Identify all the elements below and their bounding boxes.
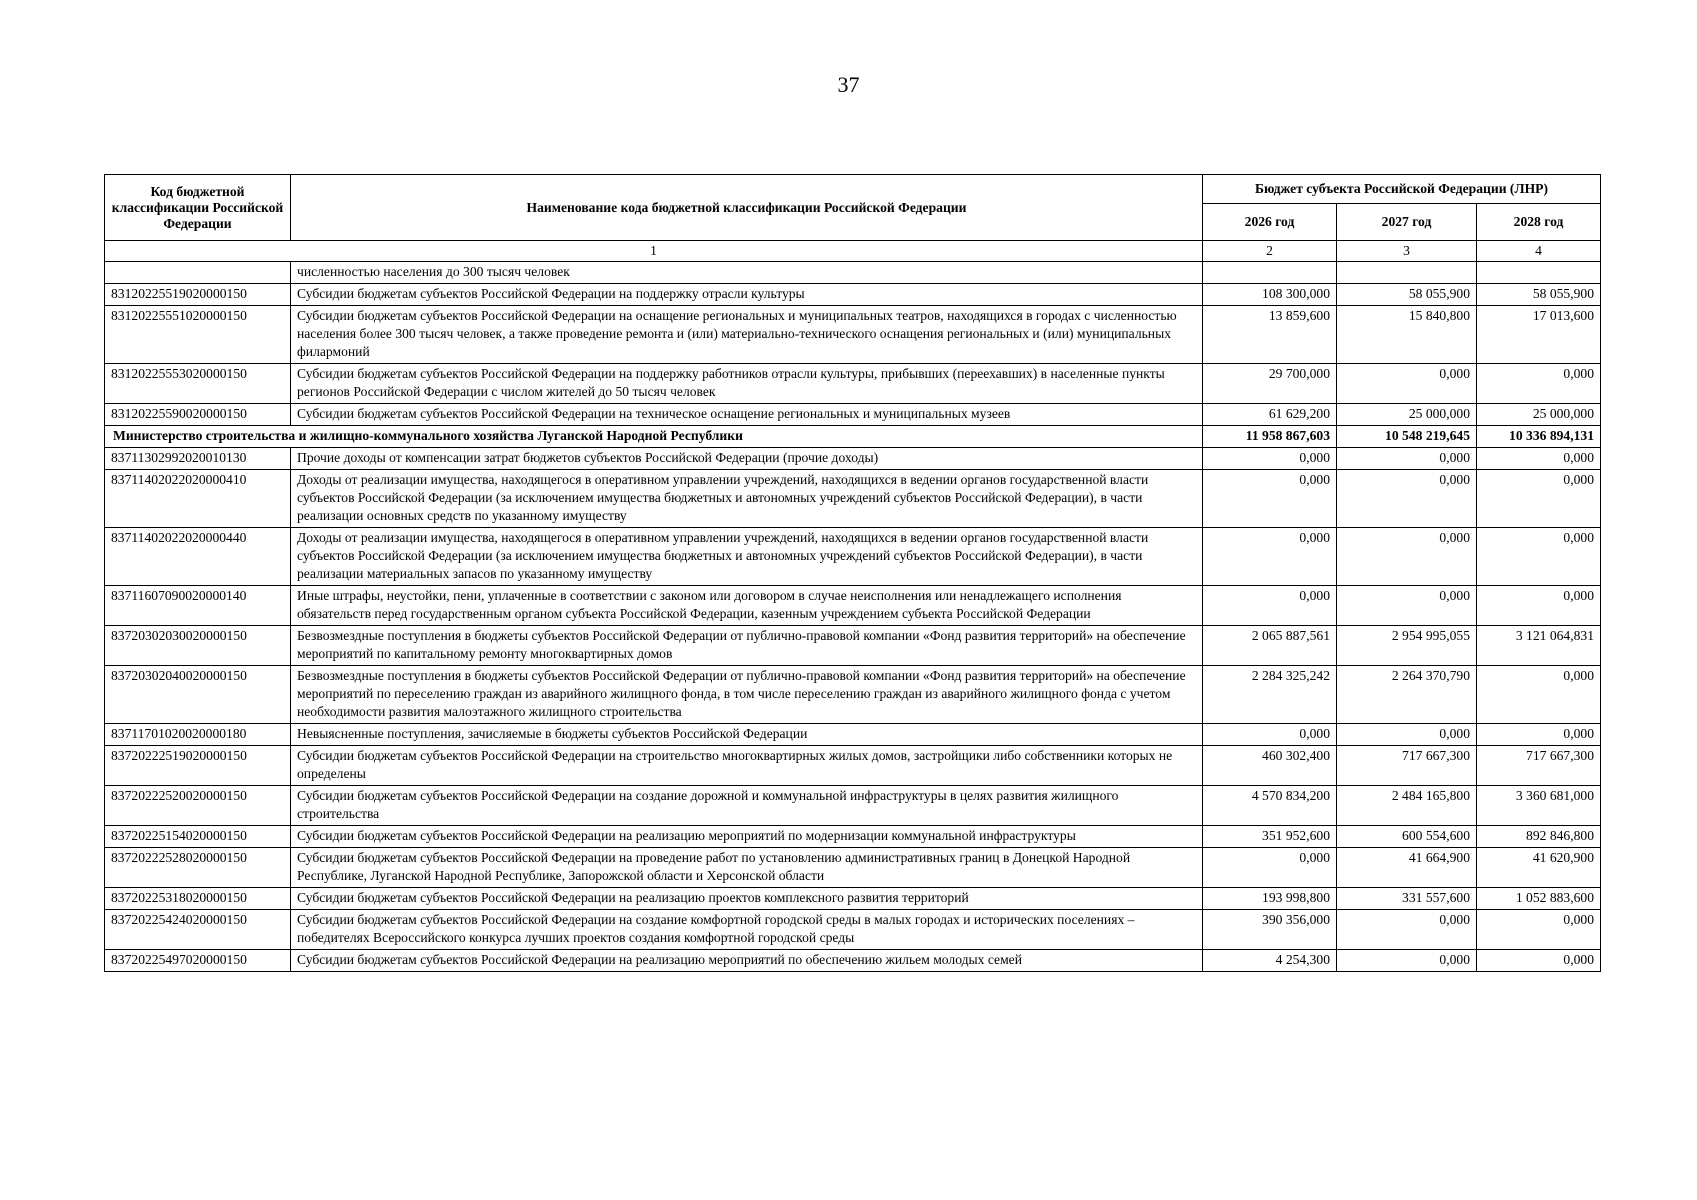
value-2027	[1337, 262, 1477, 284]
value-2028: 0,000	[1477, 528, 1601, 586]
table-row	[105, 470, 1601, 528]
column-number-3: 3	[1337, 241, 1477, 262]
value-2028: 0,000	[1477, 666, 1601, 724]
code-name: численностью населения до 300 тысяч человек	[291, 262, 1203, 284]
value-2027: 0,000	[1337, 910, 1477, 950]
table-row	[105, 786, 1601, 826]
code-name: Субсидии бюджетам субъектов Российской Федерации на поддержку работников отрасли культуры, прибывших (переехавших) в населенные пункты регионов Российской Федерации с числом жителей до 50 тысяч человек	[291, 364, 1203, 404]
table-row	[105, 528, 1601, 586]
budget-code: 83711302992020010130	[105, 448, 291, 470]
page-number: 37	[837, 72, 860, 97]
code-name: Невыясненные поступления, зачисляемые в бюджеты субъектов Российской Федерации	[291, 724, 1203, 746]
value-2026: 0,000	[1203, 848, 1337, 888]
value-2028: 892 846,800	[1477, 826, 1601, 848]
value-2026: 390 356,000	[1203, 910, 1337, 950]
code-name: Субсидии бюджетам субъектов Российской Федерации на создание дорожной и коммунальной инфраструктуры в целях развития жилищного строительства	[291, 786, 1203, 826]
budget-code: 83711402022020000410	[105, 470, 291, 528]
code-name: Субсидии бюджетам субъектов Российской Федерации на создание комфортной городской среды в малых городах и исторических поселениях – победителях Всероссийского конкурса лучших проектов создания комфортной городской среды	[291, 910, 1203, 950]
budget-code: 83720225318020000150	[105, 888, 291, 910]
value-2026: 4 254,300	[1203, 950, 1337, 972]
column-number-2: 2	[1203, 241, 1337, 262]
value-2026: 460 302,400	[1203, 746, 1337, 786]
value-2028: 0,000	[1477, 724, 1601, 746]
table-row	[105, 306, 1601, 364]
value-2028: 58 055,900	[1477, 284, 1601, 306]
value-2027: 41 664,900	[1337, 848, 1477, 888]
code-name: Иные штрафы, неустойки, пени, уплаченные в соответствии с законом или договором в случае неисполнения или ненадлежащего исполнения обязательств перед государственным органом субъекта Российской Федерации, казенным учреждением субъекта Российской Федерации	[291, 586, 1203, 626]
value-2026: 0,000	[1203, 724, 1337, 746]
value-2028	[1477, 262, 1601, 284]
value-2026: 0,000	[1203, 586, 1337, 626]
budget-code: 83720225497020000150	[105, 950, 291, 972]
value-2028: 3 121 064,831	[1477, 626, 1601, 666]
code-name: Безвозмездные поступления в бюджеты субъектов Российской Федерации от публично-правовой компании «Фонд развития территорий» на обеспечение мероприятий по переселению граждан из аварийного жилищного фонда, в том числе переселению граждан из аварийного жилищного фонда с учетом необходимости развития малоэтажного жилищного строительства	[291, 666, 1203, 724]
table-row	[105, 404, 1601, 426]
table-row	[105, 910, 1601, 950]
code-name: Доходы от реализации имущества, находящегося в оперативном управлении учреждений, находящихся в ведении органов государственной власти субъектов Российской Федерации (за исключением имущества бюджетных и автономных учреждений субъектов Российской Федерации), в части реализации материальных запасов по указанному имуществу	[291, 528, 1203, 586]
value-2026: 108 300,000	[1203, 284, 1337, 306]
value-2026: 4 570 834,200	[1203, 786, 1337, 826]
code-name: Безвозмездные поступления в бюджеты субъектов Российской Федерации от публично-правовой компании «Фонд развития территорий» на обеспечение мероприятий по капитальному ремонту многоквартирных домов	[291, 626, 1203, 666]
code-name: Субсидии бюджетам субъектов Российской Федерации на реализацию мероприятий по модернизации коммунальной инфраструктуры	[291, 826, 1203, 848]
column-number-4: 4	[1477, 241, 1601, 262]
value-2026: 2 284 325,242	[1203, 666, 1337, 724]
budget-code	[105, 262, 291, 284]
header-year-2027: 2027 год	[1337, 204, 1477, 241]
table-row	[105, 848, 1601, 888]
budget-code: 83120225551020000150	[105, 306, 291, 364]
value-2026: 11 958 867,603	[1203, 426, 1337, 448]
value-2028: 0,000	[1477, 910, 1601, 950]
value-2026: 13 859,600	[1203, 306, 1337, 364]
value-2028: 0,000	[1477, 950, 1601, 972]
code-name: Субсидии бюджетам субъектов Российской Федерации на оснащение региональных и муниципальных театров, находящихся в городах с численностью населения более 300 тысяч человек, а также проведение ремонта и (или) материально-технического оснащения региональных и (или) муниципальных филармоний	[291, 306, 1203, 364]
table-row	[105, 888, 1601, 910]
value-2027: 58 055,900	[1337, 284, 1477, 306]
table-row	[105, 626, 1601, 666]
code-name: Субсидии бюджетам субъектов Российской Федерации на поддержку отрасли культуры	[291, 284, 1203, 306]
table-row	[105, 746, 1601, 786]
budget-code: 83720222520020000150	[105, 786, 291, 826]
table-row	[105, 950, 1601, 972]
budget-code: 83720225154020000150	[105, 826, 291, 848]
code-name: Доходы от реализации имущества, находящегося в оперативном управлении учреждений, находящихся в ведении органов государственной власти субъектов Российской Федерации (за исключением имущества бюджетных и автономных учреждений субъектов Российской Федерации), в части реализации основных средств по указанному имуществу	[291, 470, 1203, 528]
value-2028: 41 620,900	[1477, 848, 1601, 888]
value-2026: 0,000	[1203, 470, 1337, 528]
value-2026: 193 998,800	[1203, 888, 1337, 910]
budget-table	[104, 174, 1601, 972]
value-2027: 717 667,300	[1337, 746, 1477, 786]
header-name: Наименование кода бюджетной классификации Российской Федерации	[291, 175, 1203, 241]
budget-code: 83711402022020000440	[105, 528, 291, 586]
column-number-row	[105, 241, 1601, 262]
value-2027: 0,000	[1337, 448, 1477, 470]
table-row-section	[105, 426, 1601, 448]
code-name: Прочие доходы от компенсации затрат бюджетов субъектов Российской Федерации (прочие доходы)	[291, 448, 1203, 470]
table-row	[105, 666, 1601, 724]
value-2026: 0,000	[1203, 528, 1337, 586]
budget-code: 83720225424020000150	[105, 910, 291, 950]
value-2026: 61 629,200	[1203, 404, 1337, 426]
value-2027: 0,000	[1337, 950, 1477, 972]
value-2026: 351 952,600	[1203, 826, 1337, 848]
budget-code: 83720222519020000150	[105, 746, 291, 786]
header-code: Код бюджетной классификации Российской Федерации	[105, 175, 291, 241]
table-row	[105, 364, 1601, 404]
table-header	[105, 175, 1601, 262]
code-name: Субсидии бюджетам субъектов Российской Федерации на строительство многоквартирных жилых домов, застройщики либо собственники которых не определены	[291, 746, 1203, 786]
value-2027: 0,000	[1337, 470, 1477, 528]
header-year-2028: 2028 год	[1477, 204, 1601, 241]
budget-code: 83711607090020000140	[105, 586, 291, 626]
column-number-1: 1	[105, 241, 1203, 262]
section-name: Министерство строительства и жилищно-коммунального хозяйства Луганской Народной Республики	[105, 426, 1203, 448]
value-2027: 15 840,800	[1337, 306, 1477, 364]
value-2027: 2 264 370,790	[1337, 666, 1477, 724]
value-2027: 600 554,600	[1337, 826, 1477, 848]
code-name: Субсидии бюджетам субъектов Российской Федерации на реализацию проектов комплексного развития территорий	[291, 888, 1203, 910]
table-row	[105, 448, 1601, 470]
code-name: Субсидии бюджетам субъектов Российской Федерации на техническое оснащение региональных и муниципальных музеев	[291, 404, 1203, 426]
budget-code: 83120225519020000150	[105, 284, 291, 306]
header-year-2026: 2026 год	[1203, 204, 1337, 241]
value-2027: 10 548 219,645	[1337, 426, 1477, 448]
budget-code: 83720302040020000150	[105, 666, 291, 724]
header-budget-group: Бюджет субъекта Российской Федерации (ЛНР)	[1203, 175, 1601, 204]
value-2028: 10 336 894,131	[1477, 426, 1601, 448]
value-2028: 0,000	[1477, 470, 1601, 528]
budget-code: 83720302030020000150	[105, 626, 291, 666]
value-2028: 717 667,300	[1477, 746, 1601, 786]
value-2026: 29 700,000	[1203, 364, 1337, 404]
value-2027: 0,000	[1337, 364, 1477, 404]
budget-code: 83120225553020000150	[105, 364, 291, 404]
budget-code: 83711701020020000180	[105, 724, 291, 746]
value-2028: 17 013,600	[1477, 306, 1601, 364]
value-2027: 25 000,000	[1337, 404, 1477, 426]
value-2026: 2 065 887,561	[1203, 626, 1337, 666]
value-2027: 2 954 995,055	[1337, 626, 1477, 666]
value-2028: 3 360 681,000	[1477, 786, 1601, 826]
budget-code: 83120225590020000150	[105, 404, 291, 426]
budget-code: 83720222528020000150	[105, 848, 291, 888]
value-2027: 0,000	[1337, 586, 1477, 626]
table-row	[105, 826, 1601, 848]
value-2028: 0,000	[1477, 586, 1601, 626]
value-2028: 0,000	[1477, 448, 1601, 470]
code-name: Субсидии бюджетам субъектов Российской Федерации на проведение работ по установлению административных границ в Донецкой Народной Республике, Луганской Народной Республике, Запорожской области и Херсонской области	[291, 848, 1203, 888]
value-2028: 1 052 883,600	[1477, 888, 1601, 910]
table-row	[105, 262, 1601, 284]
value-2027: 0,000	[1337, 724, 1477, 746]
value-2026	[1203, 262, 1337, 284]
value-2028: 0,000	[1477, 364, 1601, 404]
table-row	[105, 284, 1601, 306]
value-2027: 2 484 165,800	[1337, 786, 1477, 826]
value-2027: 331 557,600	[1337, 888, 1477, 910]
value-2026: 0,000	[1203, 448, 1337, 470]
table-row	[105, 586, 1601, 626]
value-2028: 25 000,000	[1477, 404, 1601, 426]
code-name: Субсидии бюджетам субъектов Российской Федерации на реализацию мероприятий по обеспечению жильем молодых семей	[291, 950, 1203, 972]
table-body	[105, 262, 1601, 972]
table-row	[105, 724, 1601, 746]
value-2027: 0,000	[1337, 528, 1477, 586]
